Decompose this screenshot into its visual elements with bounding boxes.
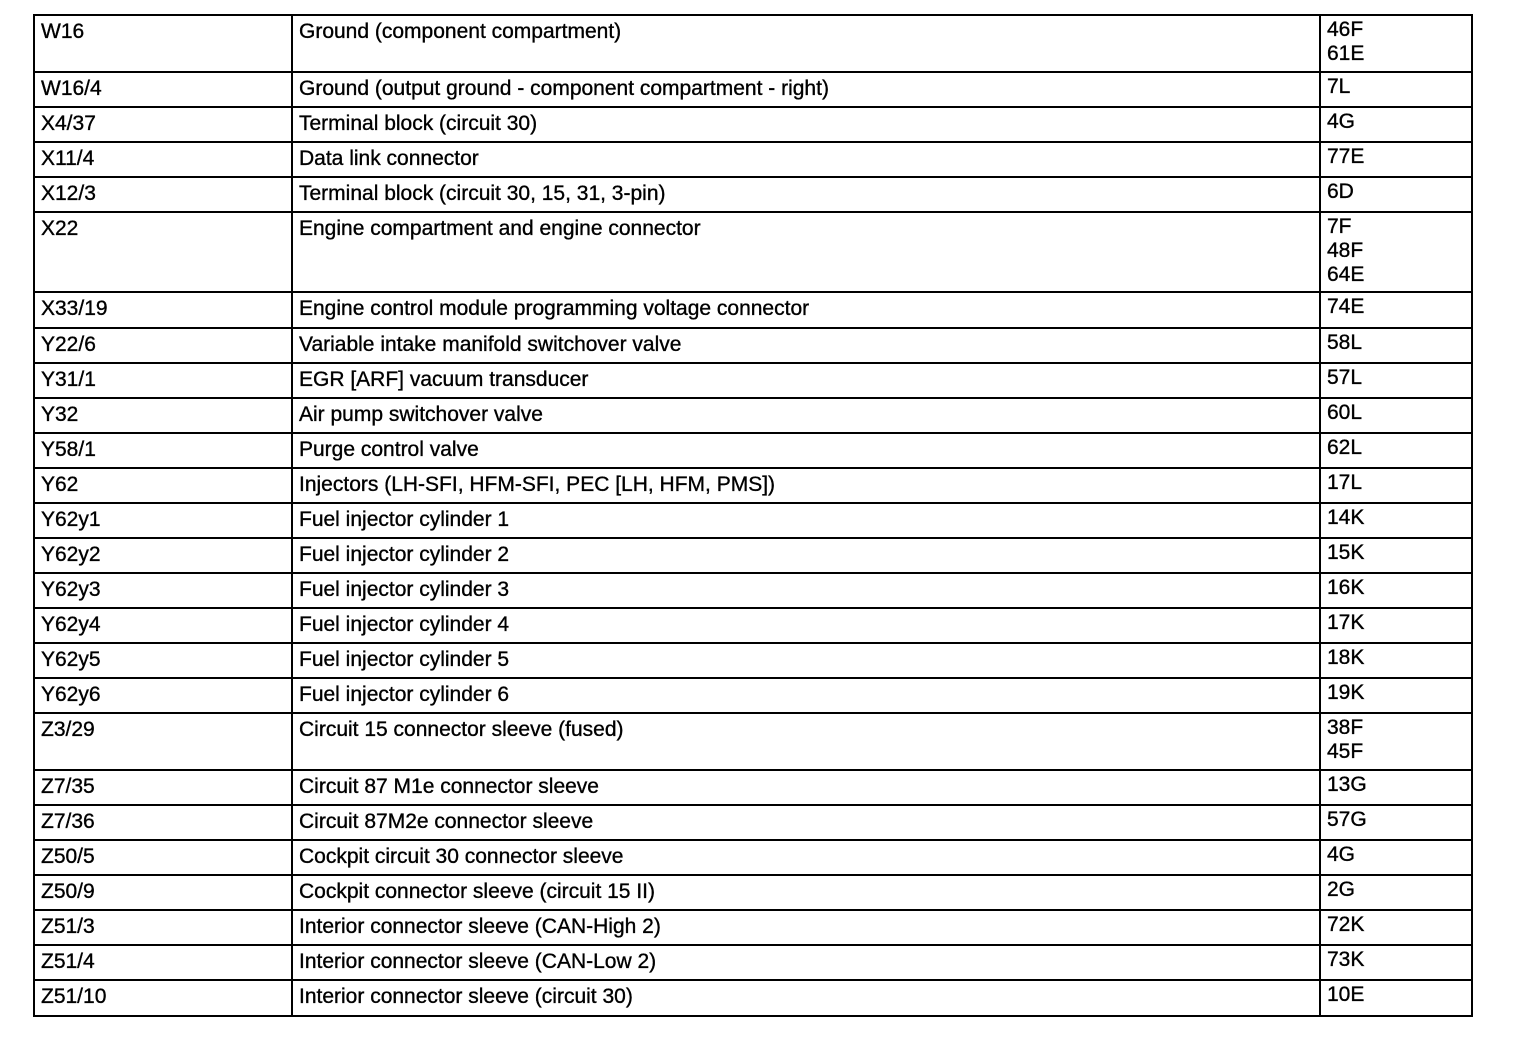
table-row: [34, 433, 1472, 468]
grid-location-cell: [1320, 573, 1472, 608]
component-description: Interior connector sleeve (CAN-High 2): [292, 910, 1320, 945]
grid-location-cell: [1320, 875, 1472, 910]
grid-location: 13G: [1327, 773, 1367, 796]
grid-location-cell: [1320, 840, 1472, 875]
table-row: [34, 142, 1472, 177]
component-description: Circuit 87M2e connector sleeve: [292, 805, 1320, 840]
component-code: W16: [34, 15, 292, 72]
table-row: [34, 910, 1472, 945]
grid-location: 61E: [1327, 42, 1365, 65]
grid-location-cell: [1320, 643, 1472, 678]
grid-location-cell: [1320, 910, 1472, 945]
grid-location-cell: [1320, 713, 1472, 770]
component-code: X12/3: [34, 177, 292, 212]
table-row: [34, 573, 1472, 608]
component-description: Fuel injector cylinder 1: [292, 503, 1320, 538]
grid-location-cell: [1320, 608, 1472, 643]
table-row: [34, 678, 1472, 713]
table-row: [34, 608, 1472, 643]
component-description: Variable intake manifold switchover valve: [292, 328, 1320, 363]
grid-location: 62L: [1327, 436, 1363, 459]
component-code: X33/19: [34, 292, 292, 328]
grid-location: 57L: [1327, 366, 1363, 389]
table-row: [34, 643, 1472, 678]
grid-location: 16K: [1327, 576, 1365, 599]
component-code: Y62y5: [34, 643, 292, 678]
grid-location: 4G: [1327, 110, 1356, 133]
grid-location: 77E: [1327, 145, 1365, 168]
grid-location: 17L: [1327, 471, 1363, 494]
table-row: [34, 468, 1472, 503]
component-description: Circuit 87 M1e connector sleeve: [292, 770, 1320, 805]
component-code: Z3/29: [34, 713, 292, 770]
grid-location-cell: [1320, 503, 1472, 538]
grid-location-cell: [1320, 72, 1472, 107]
grid-location: 72K: [1327, 913, 1365, 936]
grid-location-cell: [1320, 292, 1472, 328]
component-description: Data link connector: [292, 142, 1320, 177]
component-description: Engine compartment and engine connector: [292, 212, 1320, 292]
component-description: Interior connector sleeve (CAN-Low 2): [292, 945, 1320, 980]
grid-location: 73K: [1327, 948, 1365, 971]
table-row: [34, 805, 1472, 840]
table-row: [34, 713, 1472, 770]
table-row: [34, 398, 1472, 433]
component-description: Circuit 15 connector sleeve (fused): [292, 713, 1320, 770]
table-row: [34, 72, 1472, 107]
component-description: Fuel injector cylinder 3: [292, 573, 1320, 608]
component-code: Y22/6: [34, 328, 292, 363]
component-description: Cockpit circuit 30 connector sleeve: [292, 840, 1320, 875]
grid-location-cell: [1320, 805, 1472, 840]
component-code: X11/4: [34, 142, 292, 177]
grid-location-cell: [1320, 980, 1472, 1016]
grid-location: 58L: [1327, 331, 1363, 354]
component-code: Y62y3: [34, 573, 292, 608]
grid-location: 64E: [1327, 263, 1365, 286]
grid-location: 74E: [1327, 295, 1365, 318]
component-description: Fuel injector cylinder 5: [292, 643, 1320, 678]
grid-location: 15K: [1327, 541, 1365, 564]
component-code: X4/37: [34, 107, 292, 142]
component-description: Interior connector sleeve (circuit 30): [292, 980, 1320, 1016]
grid-location-cell: [1320, 177, 1472, 212]
grid-location: 7F: [1327, 215, 1352, 238]
grid-location: 14K: [1327, 506, 1365, 529]
table-row: [34, 363, 1472, 398]
component-description: Air pump switchover valve: [292, 398, 1320, 433]
grid-location: 7L: [1327, 75, 1351, 98]
component-code: Z51/4: [34, 945, 292, 980]
component-description: Terminal block (circuit 30, 15, 31, 3-pin): [292, 177, 1320, 212]
grid-location-cell: [1320, 212, 1472, 292]
component-code: Y62y1: [34, 503, 292, 538]
grid-location-cell: [1320, 433, 1472, 468]
component-description: Cockpit connector sleeve (circuit 15 II): [292, 875, 1320, 910]
table-row: [34, 840, 1472, 875]
grid-location: 38F: [1327, 716, 1364, 739]
component-description: Fuel injector cylinder 4: [292, 608, 1320, 643]
table-row: [34, 292, 1472, 328]
grid-location-cell: [1320, 107, 1472, 142]
component-legend-sheet: [33, 14, 1471, 1017]
grid-location: 60L: [1327, 401, 1363, 424]
component-description: Purge control valve: [292, 433, 1320, 468]
grid-location: 6D: [1327, 180, 1354, 203]
grid-location-cell: [1320, 538, 1472, 573]
grid-location-cell: [1320, 468, 1472, 503]
component-description: Ground (component compartment): [292, 15, 1320, 72]
grid-location-cell: [1320, 945, 1472, 980]
table-row: [34, 980, 1472, 1016]
component-code: Y62y2: [34, 538, 292, 573]
grid-location: 2G: [1327, 878, 1356, 901]
component-code: Y62y6: [34, 678, 292, 713]
component-description: Ground (output ground - component compartment - right): [292, 72, 1320, 107]
grid-location-cell: [1320, 328, 1472, 363]
grid-location-cell: [1320, 363, 1472, 398]
table-row: [34, 107, 1472, 142]
table-row: [34, 875, 1472, 910]
table-row: [34, 770, 1472, 805]
table-row: [34, 945, 1472, 980]
component-description: Fuel injector cylinder 6: [292, 678, 1320, 713]
component-description: EGR [ARF] vacuum transducer: [292, 363, 1320, 398]
component-code: W16/4: [34, 72, 292, 107]
grid-location: 4G: [1327, 843, 1356, 866]
grid-location: 46F: [1327, 18, 1364, 41]
component-code: Y31/1: [34, 363, 292, 398]
table-row: [34, 503, 1472, 538]
component-code: Z50/9: [34, 875, 292, 910]
grid-location: 10E: [1327, 983, 1365, 1006]
component-code: Y62: [34, 468, 292, 503]
component-code: Y58/1: [34, 433, 292, 468]
component-code: Z51/10: [34, 980, 292, 1016]
table-row: [34, 212, 1472, 292]
grid-location-cell: [1320, 398, 1472, 433]
component-description: Injectors (LH-SFI, HFM-SFI, PEC [LH, HFM, PMS]): [292, 468, 1320, 503]
component-code: Y62y4: [34, 608, 292, 643]
component-code: Z50/5: [34, 840, 292, 875]
component-code: Y32: [34, 398, 292, 433]
table-row: [34, 538, 1472, 573]
grid-location-cell: [1320, 15, 1472, 72]
component-description: Terminal block (circuit 30): [292, 107, 1320, 142]
grid-location-cell: [1320, 142, 1472, 177]
component-description: Engine control module programming voltage connector: [292, 292, 1320, 328]
grid-location: 19K: [1327, 681, 1365, 704]
grid-location-cell: [1320, 678, 1472, 713]
table-row: [34, 177, 1472, 212]
table-row: [34, 328, 1472, 363]
legend-table-body: [34, 15, 1472, 1016]
grid-location: 48F: [1327, 239, 1364, 262]
component-code: Z51/3: [34, 910, 292, 945]
grid-location: 18K: [1327, 646, 1365, 669]
grid-location: 57G: [1327, 808, 1367, 831]
component-code: Z7/35: [34, 770, 292, 805]
grid-location-cell: [1320, 770, 1472, 805]
component-legend-table: [33, 14, 1473, 1017]
component-code: Z7/36: [34, 805, 292, 840]
table-row: [34, 15, 1472, 72]
component-code: X22: [34, 212, 292, 292]
grid-location: 45F: [1327, 740, 1364, 763]
component-description: Fuel injector cylinder 2: [292, 538, 1320, 573]
grid-location: 17K: [1327, 611, 1365, 634]
